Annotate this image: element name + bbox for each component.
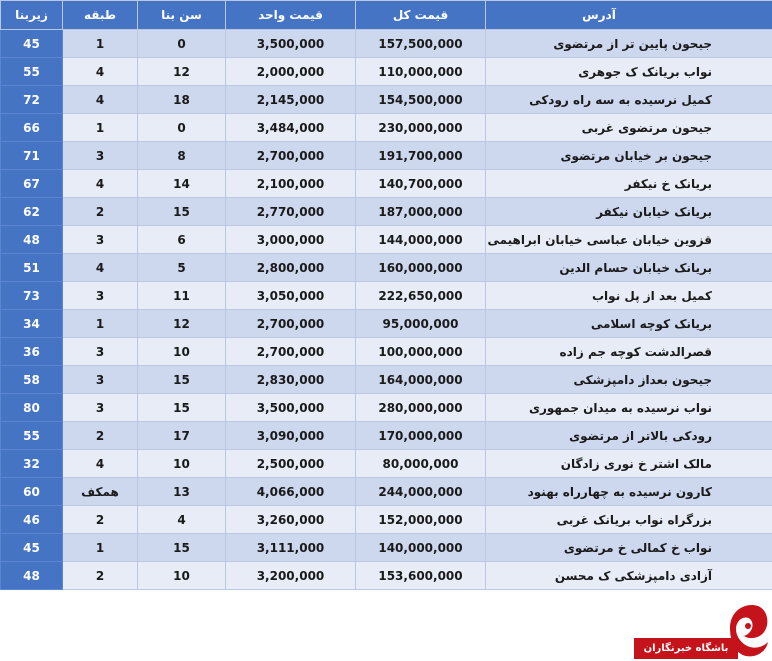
cell-area: 55 (1, 422, 63, 450)
cell-building-age: 15 (138, 534, 226, 562)
cell-unit-price: 3,111,000 (226, 534, 356, 562)
cell-floor: 4 (63, 58, 138, 86)
cell-area: 48 (1, 562, 63, 590)
cell-total-price: 144,000,000 (356, 226, 486, 254)
cell-total-price: 187,000,000 (356, 198, 486, 226)
cell-floor: 4 (63, 86, 138, 114)
table-row (1, 422, 772, 450)
cell-address: جیحون مرتضوی غربی (486, 114, 772, 142)
cell-building-age: 10 (138, 450, 226, 478)
cell-building-age: 8 (138, 142, 226, 170)
cell-address: رودکی بالاتر از مرتضوی (486, 422, 772, 450)
cell-total-price: 170,000,000 (356, 422, 486, 450)
cell-unit-price: 3,484,000 (226, 114, 356, 142)
header-row (1, 1, 772, 30)
cell-unit-price: 2,830,000 (226, 366, 356, 394)
cell-unit-price: 2,000,000 (226, 58, 356, 86)
cell-building-age: 15 (138, 366, 226, 394)
table-row (1, 198, 772, 226)
cell-floor: 2 (63, 422, 138, 450)
cell-unit-price: 4,066,000 (226, 478, 356, 506)
cell-area: 55 (1, 58, 63, 86)
news-agency-logo (634, 590, 772, 661)
cell-area: 66 (1, 114, 63, 142)
cell-building-age: 13 (138, 478, 226, 506)
table-row (1, 142, 772, 170)
table-row (1, 114, 772, 142)
cell-area: 48 (1, 226, 63, 254)
table-row (1, 282, 772, 310)
cell-building-age: 4 (138, 506, 226, 534)
cell-address: بریانک خیابان نیکفر (486, 198, 772, 226)
cell-total-price: 153,600,000 (356, 562, 486, 590)
table-row (1, 254, 772, 282)
cell-address: کمیل بعد از پل نواب (486, 282, 772, 310)
cell-address: بریانک خ نیکفر (486, 170, 772, 198)
header-unit-price: قیمت واحد (226, 1, 356, 30)
cell-address: مالک اشتر خ نوری زادگان (486, 450, 772, 478)
cell-total-price: 164,000,000 (356, 366, 486, 394)
table-row (1, 366, 772, 394)
cell-address: قزوین خیابان عباسی خیابان ابراهیمی (486, 226, 772, 254)
cell-total-price: 280,000,000 (356, 394, 486, 422)
cell-building-age: 11 (138, 282, 226, 310)
cell-area: 34 (1, 310, 63, 338)
table-row (1, 450, 772, 478)
table-row (1, 310, 772, 338)
table-row (1, 534, 772, 562)
cell-unit-price: 3,500,000 (226, 394, 356, 422)
table-row (1, 394, 772, 422)
cell-address: جیحون بعداز دامپزشکی (486, 366, 772, 394)
table-row (1, 506, 772, 534)
cell-floor: 4 (63, 450, 138, 478)
header-address: آدرس (486, 1, 772, 30)
cell-total-price: 100,000,000 (356, 338, 486, 366)
cell-area: 72 (1, 86, 63, 114)
header-floor: طبقه (63, 1, 138, 30)
cell-floor: 3 (63, 142, 138, 170)
cell-floor: 2 (63, 562, 138, 590)
cell-address: کارون نرسیده به چهارراه بهنود (486, 478, 772, 506)
cell-area: 58 (1, 366, 63, 394)
cell-total-price: 154,500,000 (356, 86, 486, 114)
cell-building-age: 12 (138, 58, 226, 86)
table-body (1, 30, 772, 590)
cell-area: 73 (1, 282, 63, 310)
cell-unit-price: 3,090,000 (226, 422, 356, 450)
cell-unit-price: 2,145,000 (226, 86, 356, 114)
cell-building-age: 15 (138, 394, 226, 422)
cell-building-age: 5 (138, 254, 226, 282)
cell-address: جیحون پایین تر از مرتضوی (486, 30, 772, 58)
cell-building-age: 12 (138, 310, 226, 338)
cell-floor: 3 (63, 282, 138, 310)
cell-total-price: 244,000,000 (356, 478, 486, 506)
cell-building-age: 0 (138, 114, 226, 142)
cell-unit-price: 2,770,000 (226, 198, 356, 226)
table-row (1, 86, 772, 114)
cell-unit-price: 2,700,000 (226, 338, 356, 366)
cell-unit-price: 2,700,000 (226, 310, 356, 338)
header-building-age: سن بنا (138, 1, 226, 30)
header-total-price: قیمت کل (356, 1, 486, 30)
cell-building-age: 6 (138, 226, 226, 254)
table-row (1, 226, 772, 254)
table-row (1, 58, 772, 86)
cell-total-price: 191,700,000 (356, 142, 486, 170)
header-area: زیربنا (1, 1, 63, 30)
cell-area: 80 (1, 394, 63, 422)
cell-area: 51 (1, 254, 63, 282)
cell-unit-price: 3,500,000 (226, 30, 356, 58)
cell-address: کمیل نرسیده به سه راه رودکی (486, 86, 772, 114)
cell-area: 32 (1, 450, 63, 478)
cell-building-age: 0 (138, 30, 226, 58)
cell-unit-price: 2,100,000 (226, 170, 356, 198)
cell-floor: 1 (63, 534, 138, 562)
cell-address: بزرگراه نواب بریانک غربی (486, 506, 772, 534)
table-row (1, 478, 772, 506)
cell-address: نواب نرسیده به میدان جمهوری (486, 394, 772, 422)
cell-building-age: 17 (138, 422, 226, 450)
cell-unit-price: 2,800,000 (226, 254, 356, 282)
cell-area: 62 (1, 198, 63, 226)
cell-address: نواب بریانک ک جوهری (486, 58, 772, 86)
cell-building-age: 15 (138, 198, 226, 226)
cell-unit-price: 2,700,000 (226, 142, 356, 170)
cell-total-price: 157,500,000 (356, 30, 486, 58)
cell-area: 60 (1, 478, 63, 506)
cell-building-age: 10 (138, 338, 226, 366)
cell-address: نواب خ کمالی خ مرتضوی (486, 534, 772, 562)
cell-floor: 3 (63, 338, 138, 366)
cell-address: بریانک خیابان حسام الدین (486, 254, 772, 282)
cell-area: 36 (1, 338, 63, 366)
table-row (1, 170, 772, 198)
cell-address: قصرالدشت کوچه جم زاده (486, 338, 772, 366)
cell-building-age: 14 (138, 170, 226, 198)
cell-address: آزادی دامپزشکی ک محسن (486, 562, 772, 590)
table-row (1, 338, 772, 366)
cell-floor: 1 (63, 310, 138, 338)
cell-floor: همکف (63, 478, 138, 506)
cell-unit-price: 3,050,000 (226, 282, 356, 310)
cell-total-price: 230,000,000 (356, 114, 486, 142)
cell-floor: 3 (63, 366, 138, 394)
cell-unit-price: 2,500,000 (226, 450, 356, 478)
cell-unit-price: 3,000,000 (226, 226, 356, 254)
cell-floor: 1 (63, 114, 138, 142)
cell-total-price: 80,000,000 (356, 450, 486, 478)
cell-total-price: 110,000,000 (356, 58, 486, 86)
cell-building-age: 10 (138, 562, 226, 590)
cell-unit-price: 3,200,000 (226, 562, 356, 590)
cell-total-price: 140,700,000 (356, 170, 486, 198)
cell-area: 45 (1, 30, 63, 58)
cell-area: 71 (1, 142, 63, 170)
logo-text: باشگاه خبرنگاران (634, 638, 738, 659)
cell-address: جیحون بر خیابان مرتضوی (486, 142, 772, 170)
table-row (1, 562, 772, 590)
cell-floor: 3 (63, 394, 138, 422)
cell-total-price: 140,000,000 (356, 534, 486, 562)
table-row (1, 30, 772, 58)
cell-area: 45 (1, 534, 63, 562)
cell-floor: 2 (63, 506, 138, 534)
cell-area: 67 (1, 170, 63, 198)
cell-total-price: 95,000,000 (356, 310, 486, 338)
cell-floor: 4 (63, 254, 138, 282)
cell-floor: 4 (63, 170, 138, 198)
cell-unit-price: 3,260,000 (226, 506, 356, 534)
cell-address: بریانک کوچه اسلامی (486, 310, 772, 338)
cell-floor: 2 (63, 198, 138, 226)
cell-building-age: 18 (138, 86, 226, 114)
cell-total-price: 160,000,000 (356, 254, 486, 282)
cell-area: 46 (1, 506, 63, 534)
table-header (1, 1, 772, 30)
cell-total-price: 222,650,000 (356, 282, 486, 310)
cell-floor: 3 (63, 226, 138, 254)
cell-total-price: 152,000,000 (356, 506, 486, 534)
cell-floor: 1 (63, 30, 138, 58)
